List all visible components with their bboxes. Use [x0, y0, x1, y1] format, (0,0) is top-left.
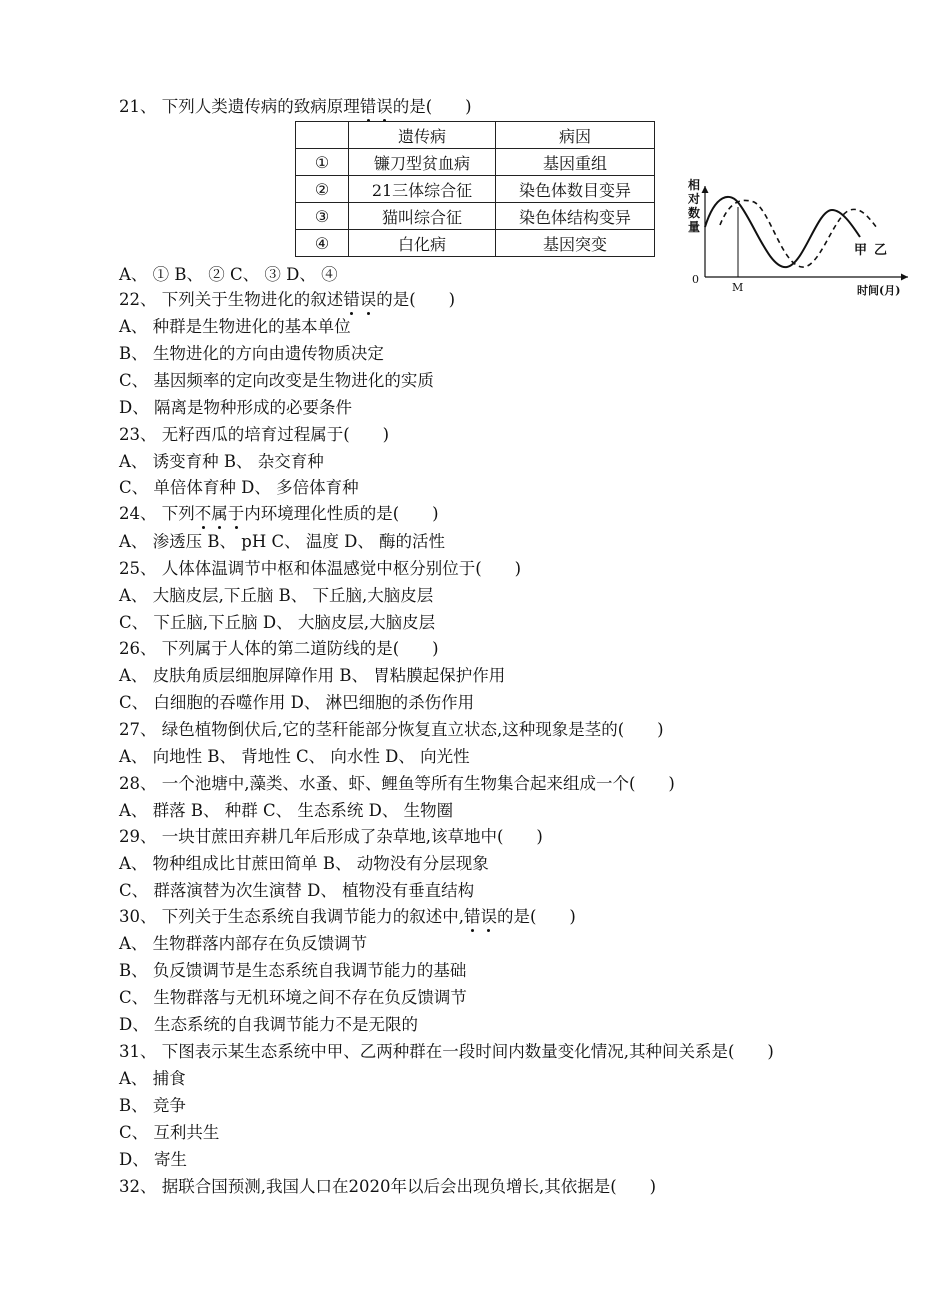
- table-header-cell: 病因: [496, 122, 655, 149]
- q22-stem: 22、 下列关于生物进化的叙述错误的是( ): [119, 290, 456, 309]
- q23-options-ab: A、 诱变育种 B、 杂交育种: [119, 452, 324, 471]
- q31-option-a: A、 捕食: [119, 1069, 186, 1088]
- q28-options: A、 群落 B、 种群 C、 生态系统 D、 生物圈: [119, 801, 454, 820]
- origin-label: 0: [692, 273, 699, 286]
- q23-options-cd: C、 单倍体育种 D、 多倍体育种: [119, 478, 359, 497]
- q25-stem: 25、 人体体温调节中枢和体温感觉中枢分别位于( ): [119, 559, 522, 578]
- table-row: [296, 203, 655, 230]
- q24-stem: 24、 下列不属于内环境理化性质的是( ): [119, 504, 439, 523]
- q30-option-b: B、 负反馈调节是生态系统自我调节能力的基础: [119, 961, 467, 980]
- table-cell: 白化病: [349, 230, 496, 257]
- table-row: [296, 149, 655, 176]
- table-header-cell: [296, 122, 349, 149]
- q25-options-cd: C、 下丘脑,下丘脑 D、 大脑皮层,大脑皮层: [119, 613, 436, 632]
- table-cell: ②: [296, 176, 349, 203]
- population-chart: [682, 170, 912, 305]
- y-axis-label-1: 相: [688, 178, 701, 192]
- q22-option-d: D、 隔离是物种形成的必要条件: [119, 398, 352, 417]
- q30-option-c: C、 生物群落与无机环境之间不存在负反馈调节: [119, 988, 467, 1007]
- series-jia-label: 甲: [854, 243, 868, 258]
- q26-options-cd: C、 白细胞的吞噬作用 D、 淋巴细胞的杀伤作用: [119, 693, 475, 712]
- q22-option-c: C、 基因频率的定向改变是生物进化的实质: [119, 371, 434, 390]
- q27-stem: 27、 绿色植物倒伏后,它的茎秆能部分恢复直立状态,这种现象是茎的( ): [119, 720, 664, 739]
- table-cell: 猫叫综合征: [349, 203, 496, 230]
- q22-option-b: B、 生物进化的方向由遗传物质决定: [119, 344, 384, 363]
- q28-stem: 28、 一个池塘中,藻类、水蚤、虾、鲤鱼等所有生物集合起来组成一个( ): [119, 774, 675, 793]
- q27-options: A、 向地性 B、 背地性 C、 向水性 D、 向光性: [119, 747, 470, 766]
- series-jia-curve: [705, 197, 860, 267]
- table-header-row: [296, 122, 655, 149]
- table-cell: 基因突变: [496, 230, 655, 257]
- q30-option-d: D、 生态系统的自我调节能力不是无限的: [119, 1015, 418, 1034]
- q31-option-b: B、 竞争: [119, 1096, 186, 1115]
- table-row: [296, 176, 655, 203]
- table-cell: ③: [296, 203, 349, 230]
- q29-options-cd: C、 群落演替为次生演替 D、 植物没有垂直结构: [119, 881, 475, 900]
- q30-stem: 30、 下列关于生态系统自我调节能力的叙述中,错误的是( ): [119, 907, 576, 926]
- series-yi-label: 乙: [874, 243, 888, 258]
- q22-option-a: A、 种群是生物进化的基本单位: [119, 317, 351, 336]
- q31-option-d: D、 寄生: [119, 1150, 187, 1169]
- y-axis-label-4: 量: [688, 220, 701, 234]
- table-cell: 染色体结构变异: [496, 203, 655, 230]
- table-cell: 染色体数目变异: [496, 176, 655, 203]
- y-axis-label-2: 对: [688, 192, 701, 206]
- q31-stem: 31、 下图表示某生态系统中甲、乙两种群在一段时间内数量变化情况,其种间关系是( ): [119, 1042, 774, 1061]
- q21-stem: 21、 下列人类遗传病的致病原理错误的是( ): [119, 97, 472, 116]
- table-cell: ④: [296, 230, 349, 257]
- table-cell: ①: [296, 149, 349, 176]
- q32-stem: 32、 据联合国预测,我国人口在2020年以后会出现负增长,其依据是( ): [119, 1177, 657, 1196]
- q29-stem: 29、 一块甘蔗田弃耕几年后形成了杂草地,该草地中( ): [119, 827, 543, 846]
- q26-stem: 26、 下列属于人体的第二道防线的是( ): [119, 639, 439, 658]
- q30-option-a: A、 生物群落内部存在负反馈调节: [119, 934, 368, 953]
- table-row: [296, 230, 655, 257]
- q24-options: A、 渗透压 B、 pH C、 温度 D、 酶的活性: [119, 532, 446, 551]
- q26-options-ab: A、 皮肤角质层细胞屏障作用 B、 胃粘膜起保护作用: [119, 666, 506, 685]
- marker-label: M: [732, 281, 744, 294]
- q21-options: A、 ① B、 ② C、 ③ D、 ④: [119, 265, 338, 284]
- table-cell: 镰刀型贫血病: [349, 149, 496, 176]
- q25-options-ab: A、 大脑皮层,下丘脑 B、 下丘脑,大脑皮层: [119, 586, 434, 605]
- genetic-disease-table: [295, 121, 655, 257]
- q29-options-ab: A、 物种组成比甘蔗田简单 B、 动物没有分层现象: [119, 854, 489, 873]
- table-header-cell: 遗传病: [349, 122, 496, 149]
- y-axis-label-3: 数: [688, 206, 701, 220]
- table-cell: 21三体综合征: [349, 176, 496, 203]
- q23-stem: 23、 无籽西瓜的培育过程属于( ): [119, 425, 390, 444]
- x-axis-label: 时间(月): [857, 284, 901, 297]
- q31-option-c: C、 互利共生: [119, 1123, 220, 1142]
- table-cell: 基因重组: [496, 149, 655, 176]
